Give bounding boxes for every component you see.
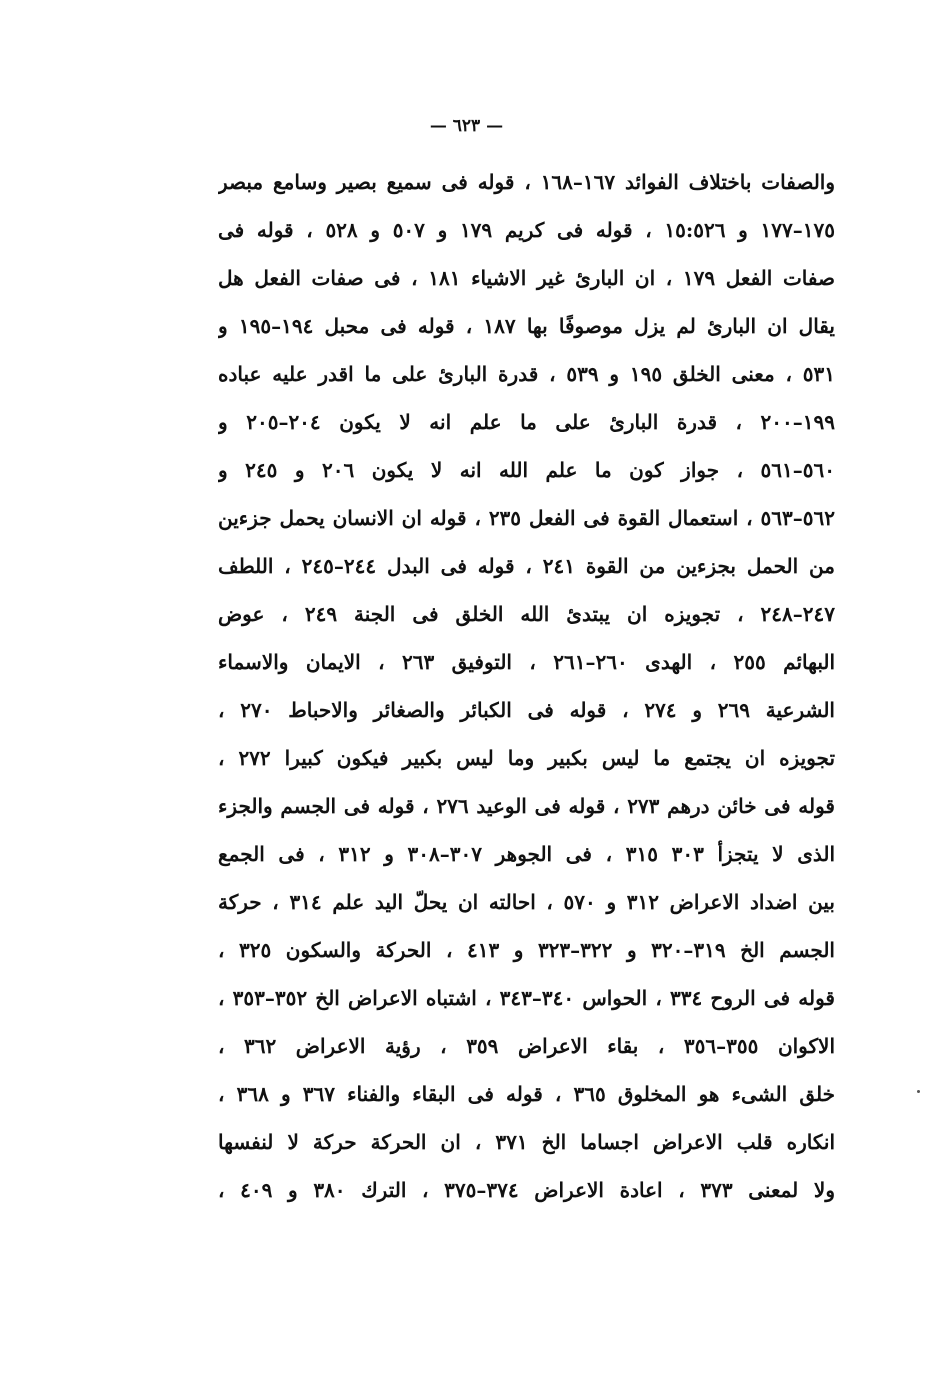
text-line: قوله فى الروح ٣٣٤ ، الحواس ٣٤٠–٣٤٣ ، اشتباه الاعراض الخ ٣٥٢–٣٥٣ ، [218,986,835,1010]
text-line: ١٩٩–٢٠٠ ، قدرة البارئ على ما علم انه لا يكون ٢٠٤–٢٠٥ و [218,410,835,434]
text-line: ٥٣١ ، معنى الخلق ١٩٥ و ٥٣٩ ، قدرة البارئ على ما اقدر عليه عباده [218,362,835,386]
text-line: من الحمل بجزءين من القوة ٢٤١ ، قوله فى البدل ٢٤٤–٢٤٥ ، اللطف [218,554,835,578]
text-line: تجويزه ان يجتمع ما ليس بكبير وما ليس بكبير فيكون كبيرا ٢٧٢ ، [218,746,835,770]
text-line: الذى لا يتجزأ ٣٠٣ ٣١٥ ، فى الجوهر ٣٠٧–٣٠٨ و ٣١٢ ، فى الجمع [218,842,835,866]
text-line: الجسم الخ ٣١٩–٣٢٠ و ٣٢٢–٣٢٣ و ٤١٣ ، الحركة والسكون ٣٢٥ ، [218,938,835,962]
text-line: قوله فى خائن درهم ٢٧٣ ، قوله فى الوعيد ٢٧٦ ، قوله فى الجسم والجزء [218,794,835,818]
text-line: ١٧٥–١٧٧ و ١٥:٥٢٦ ، قوله فى كريم ١٧٩ و ٥٠٧ و ٥٢٨ ، قوله فى [218,218,835,242]
text-line: البهائم ٢٥٥ ، الهدى ٢٦٠–٢٦١ ، التوفيق ٢٦٣ ، الايمان والاسماء [218,650,835,674]
scan-speck [917,1090,920,1093]
text-line: بين اضداد الاعراض ٣١٢ و ٥٧٠ ، احالته ان يحلّ اليد علم ٣١٤ ، حركة [218,890,835,914]
text-line: الشرعية ٢٦٩ و ٢٧٤ ، قوله فى الكبائر والصغائر والاحباط ٢٧٠ ، [218,698,835,722]
text-line: صفات الفعل ١٧٩ ، ان البارئ غير الاشياء ١٨١ ، فى صفات الفعل هل [218,266,835,290]
text-line: ولا لمعنى ٣٧٣ ، اعادة الاعراض ٣٧٤–٣٧٥ ، الترك ٣٨٠ و ٤٠٩ ، [218,1178,835,1202]
text-line: ٢٤٧–٢٤٨ ، تجويزه ان يبتدئ الله الخلق فى الجنة ٢٤٩ ، عوض [218,602,835,626]
text-line: انكاره قلب الاعراض اجساما الخ ٣٧١ ، ان الحركة حركة لا لنفسها [218,1130,835,1154]
text-line: يقال ان البارئ لم يزل موصوفًا بها ١٨٧ ، قوله فى محبل ١٩٤–١٩٥ و [218,314,835,338]
text-line: ٥٦٠–٥٦١ ، جواز كون ما علم الله انه لا يكون ٢٠٦ و ٢٤٥ و [218,458,835,482]
text-line: خلق الشىء هو المخلوق ٣٦٥ ، قوله فى البقاء والفناء ٣٦٧ و ٣٦٨ ، [218,1082,835,1106]
text-line: الاكوان ٣٥٥–٣٥٦ ، بقاء الاعراض ٣٥٩ ، رؤية الاعراض ٣٦٢ ، [218,1034,835,1058]
text-block [218,158,835,1214]
page-number: — ٦٢٣ — [429,116,504,136]
text-line: ٥٦٢–٥٦٣ ، استعمال القوة فى الفعل ٢٣٥ ، قوله ان الانسان يحمل جزءين [218,506,835,530]
text-line: والصفات باختلاف الفوائد ١٦٧–١٦٨ ، قوله فى سميع بصير وسامع مبصر [218,170,835,194]
